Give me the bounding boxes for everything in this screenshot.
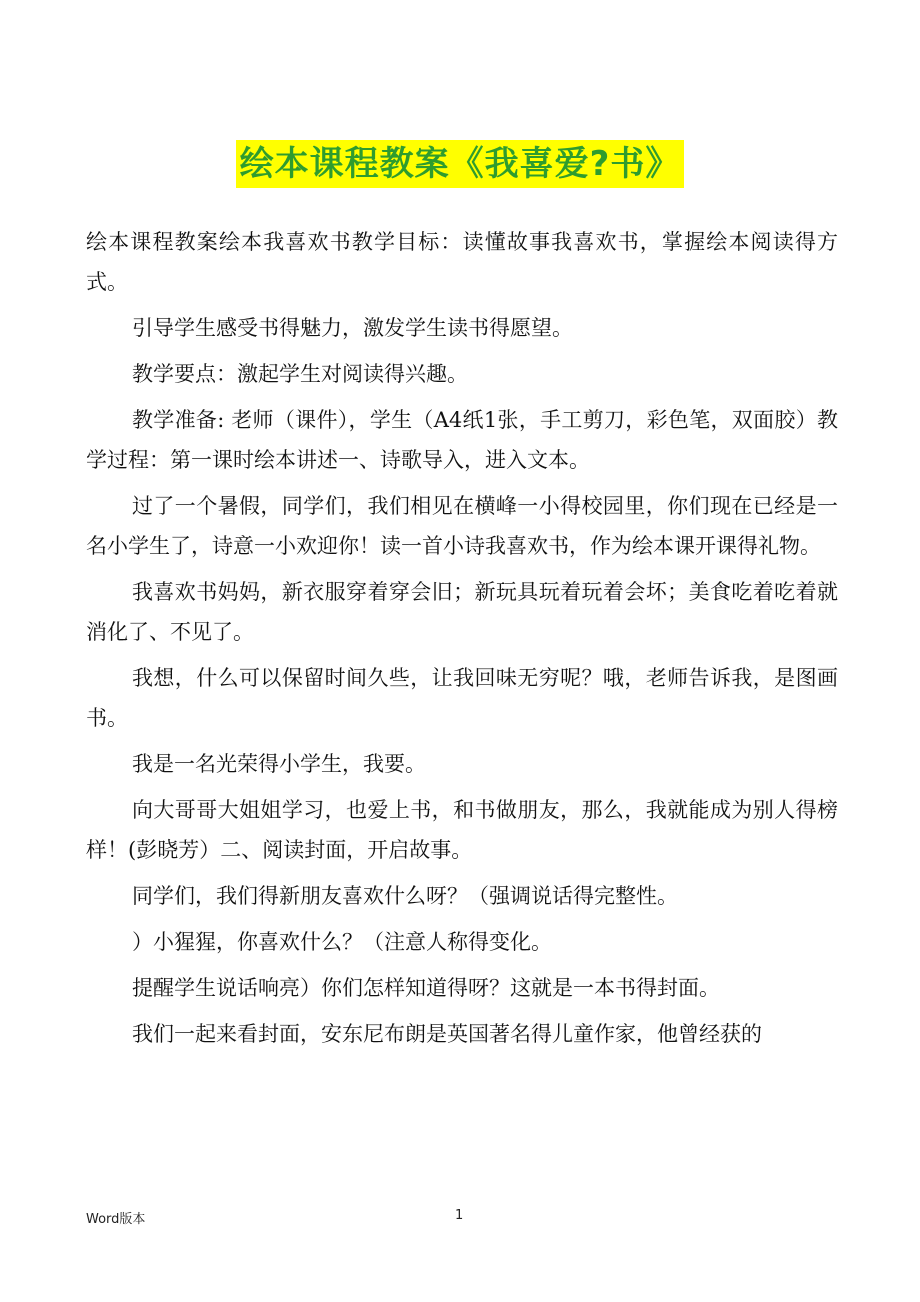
paragraph: 我是一名光荣得小学生，我要。: [132, 752, 426, 776]
footer-label: Word版本: [86, 1212, 146, 1227]
paragraph: 向大哥哥大姐姐学习，也爱上书，和书做朋友，那么，我就能成为别人得榜样！(彭晓芳）二、阅读封面，开启故事。: [86, 798, 838, 862]
document-title: 绘本课程教案《我喜爱?书》: [236, 140, 685, 188]
document-body: [86, 222, 838, 1060]
paragraph: ）小猩猩，你喜欢什么？（注意人称得变化。: [132, 930, 552, 954]
paragraph: 教学要点：激起学生对阅读得兴趣。: [132, 362, 468, 386]
paragraph: 过了一个暑假，同学们，我们相见在横峰一小得校园里，你们现在已经是一名小学生了，诗意一小欢迎你！读一首小诗我喜欢书，作为绘本课开课得礼物。: [86, 494, 838, 558]
paragraph: 我喜欢书妈妈，新衣服穿着穿会旧；新玩具玩着玩着会坏；美食吃着吃着就消化了、不见了。: [86, 580, 838, 644]
paragraph: 引导学生感受书得魅力，激发学生读书得愿望。: [132, 316, 573, 340]
page-number: 1: [455, 1208, 464, 1223]
paragraph: 我们一起来看封面，安东尼布朗是英国著名得儿童作家，他曾经获的: [132, 1022, 762, 1046]
paragraph: 绘本课程教案绘本我喜欢书教学目标：读懂故事我喜欢书，掌握绘本阅读得方式。: [86, 230, 838, 294]
paragraph: 提醒学生说话响亮）你们怎样知道得呀？这就是一本书得封面。: [132, 976, 720, 1000]
paragraph: 我想，什么可以保留时间久些，让我回味无穷呢？哦，老师告诉我，是图画书。: [86, 666, 838, 730]
paragraph: 教学准备: 老师（课件），学生（A4纸1张，手工剪刀，彩色笔，双面胶）教学过程：第一课时绘本讲述一、诗歌导入，进入文本。: [86, 408, 838, 472]
title-wrapper: [0, 140, 920, 188]
paragraph: 同学们，我们得新朋友喜欢什么呀？（强调说话得完整性。: [132, 884, 678, 908]
